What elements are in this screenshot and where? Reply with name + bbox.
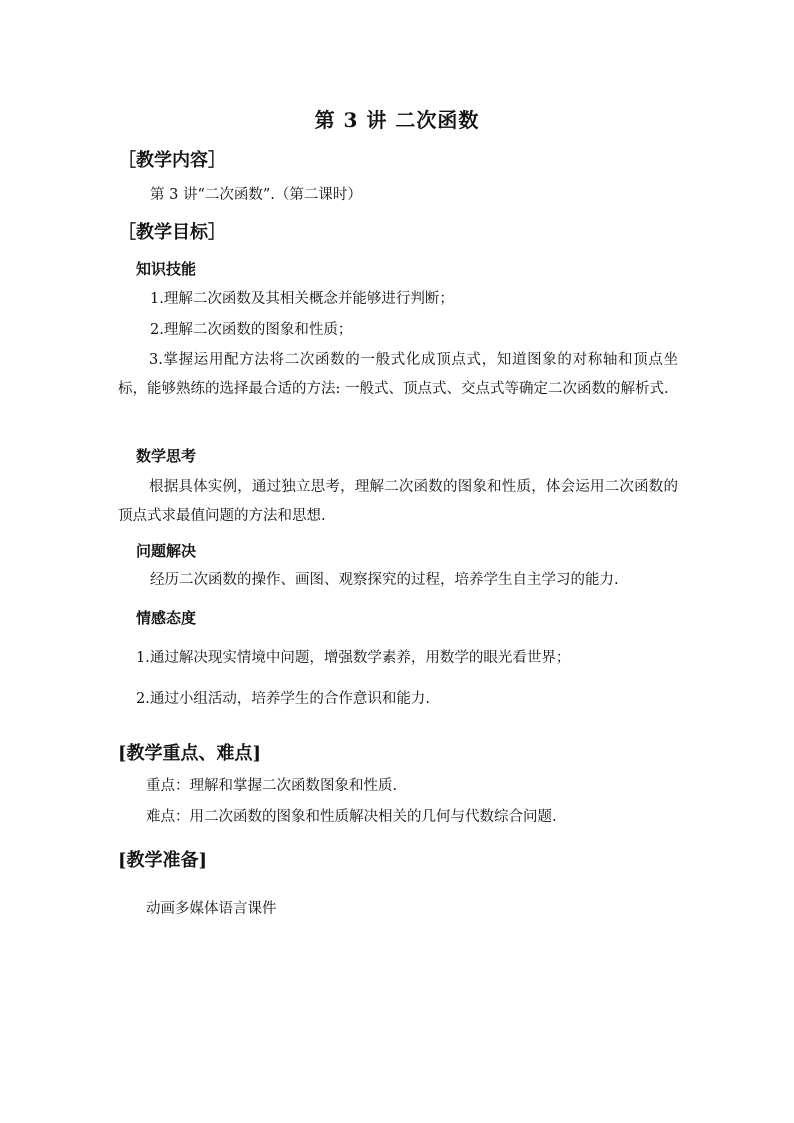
sub-heading-thinking: 数学思考: [136, 447, 197, 465]
sub-heading-knowledge: 知识技能: [136, 260, 197, 278]
section-heading-objectives: ［教学目标］: [118, 222, 226, 243]
problem-solving-text: 经历二次函数的操作、画图、观察探究的过程，培养学生自主学习的能力.: [150, 572, 619, 588]
section-heading-key-points: [教学重点、难点]: [118, 743, 262, 764]
sub-heading-attitude: 情感态度: [136, 609, 197, 627]
content-text: 第 3 讲“二次函数”.（第二课时）: [150, 187, 362, 203]
knowledge-item-3: 3.掌握运用配方法将二次函数的一般式化成顶点式，知道图象的对称轴和顶点坐标，能够熟练的选择最合适的方法: 一般式、顶点式、交点式等确定二次函数的解析式.: [118, 352, 678, 397]
section-heading-content: ［教学内容］: [118, 150, 226, 171]
section-heading-preparation: [教学准备]: [118, 850, 208, 871]
key-point-text: 重点：理解和掌握二次函数图象和性质.: [146, 778, 398, 794]
thinking-text: 根据具体实例，通过独立思考，理解二次函数的图象和性质，体会运用二次函数的顶点式求最值问题的方法和思想.: [118, 479, 678, 524]
attitude-item-1: 1.通过解决现实情境中问题，增强数学素养，用数学的眼光看世界；: [136, 650, 571, 666]
knowledge-item-1: 1.理解二次函数及其相关概念并能够进行判断；: [150, 291, 454, 307]
attitude-item-2: 2.通过小组活动，培养学生的合作意识和能力.: [136, 691, 430, 707]
preparation-text: 动画多媒体语言课件: [146, 901, 277, 917]
document-title: 第 3 讲 二次函数: [314, 108, 480, 132]
sub-heading-problem-solving: 问题解决: [136, 542, 197, 560]
difficult-point-text: 难点：用二次函数的图象和性质解决相关的几何与代数综合问题.: [146, 809, 557, 825]
knowledge-item-2: 2.理解二次函数的图象和性质；: [150, 322, 353, 338]
